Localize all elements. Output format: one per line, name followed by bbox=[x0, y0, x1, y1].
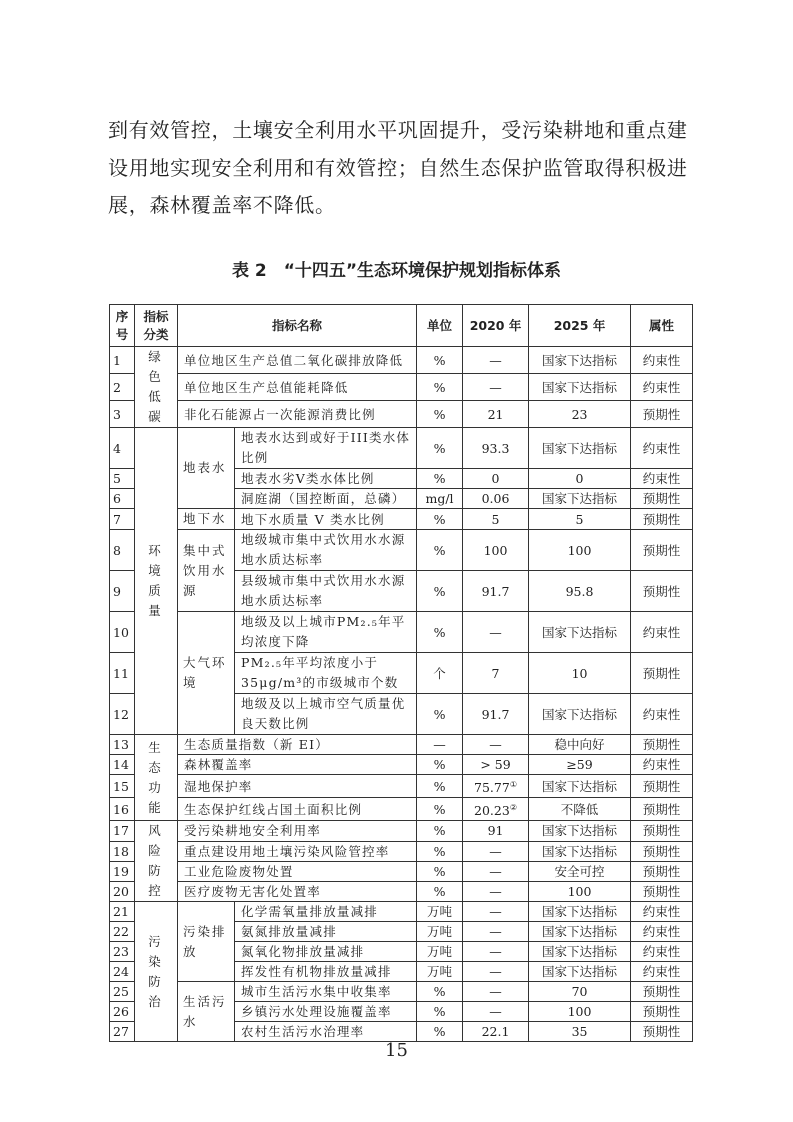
unit-cell: % bbox=[417, 571, 463, 612]
row-number: 11 bbox=[110, 653, 135, 694]
paragraph-line: 设用地实现安全利用和有效管控；自然生态保护监管取得积极进 bbox=[108, 155, 688, 180]
row-number: 17 bbox=[110, 821, 135, 841]
row-number: 5 bbox=[110, 469, 135, 489]
value-2020-text: — bbox=[489, 843, 502, 859]
attribute-cell: 约束性 bbox=[631, 962, 693, 982]
indicator-table bbox=[109, 304, 693, 1042]
unit-cell: % bbox=[417, 821, 463, 841]
value-2025: 0 bbox=[529, 469, 631, 489]
attribute-cell: 预期性 bbox=[631, 735, 693, 755]
attribute-cell: 约束性 bbox=[631, 755, 693, 775]
row-number: 8 bbox=[110, 530, 135, 571]
value-2025: 安全可控 bbox=[529, 861, 631, 881]
value-2020 bbox=[463, 653, 529, 694]
value-2020-text: — bbox=[489, 984, 502, 1000]
unit-cell: % bbox=[417, 347, 463, 374]
value-2025: 国家下达指标 bbox=[529, 962, 631, 982]
unit-cell: % bbox=[417, 509, 463, 530]
header-category: 指标分类 bbox=[135, 305, 178, 347]
indicator-name: 县级城市集中式饮用水水源地水质达标率 bbox=[235, 571, 417, 612]
value-2025: 10 bbox=[529, 653, 631, 694]
value-2025: 5 bbox=[529, 509, 631, 530]
unit-cell: 万吨 bbox=[417, 922, 463, 942]
value-2020-text: — bbox=[489, 379, 502, 395]
value-2025: 国家下达指标 bbox=[529, 428, 631, 469]
table-row bbox=[110, 530, 693, 571]
attribute-cell: 预期性 bbox=[631, 653, 693, 694]
value-2020-text: 91 bbox=[487, 823, 504, 839]
value-2025: 35 bbox=[529, 1022, 631, 1042]
footnote-marker: ② bbox=[509, 803, 517, 813]
indicator-name: 地级及以上城市PM₂.₅年平均浓度下降 bbox=[235, 612, 417, 653]
indicator-name: 生态质量指数（新 EI） bbox=[178, 735, 417, 755]
attribute-cell: 预期性 bbox=[631, 401, 693, 428]
indicator-name: 氨氮排放量减排 bbox=[235, 922, 417, 942]
indicator-name: 非化石能源占一次能源消费比例 bbox=[178, 401, 417, 428]
unit-cell: 万吨 bbox=[417, 962, 463, 982]
value-2020 bbox=[463, 755, 529, 775]
value-2020-text: 100 bbox=[483, 542, 508, 558]
page-number: 15 bbox=[385, 1040, 408, 1061]
unit-cell: % bbox=[417, 428, 463, 469]
value-2020-text: 22.1 bbox=[481, 1024, 510, 1040]
row-number: 1 bbox=[110, 347, 135, 374]
attribute-cell: 预期性 bbox=[631, 821, 693, 841]
value-2020 bbox=[463, 821, 529, 841]
value-2020 bbox=[463, 882, 529, 902]
row-number: 4 bbox=[110, 428, 135, 469]
value-2020-text: 93.3 bbox=[481, 440, 510, 456]
value-2020-text: 7 bbox=[491, 665, 500, 681]
table-row bbox=[110, 347, 693, 374]
value-2020 bbox=[463, 489, 529, 509]
table-row bbox=[110, 735, 693, 755]
table-row bbox=[110, 982, 693, 1002]
value-2020 bbox=[463, 374, 529, 401]
value-2025: 23 bbox=[529, 401, 631, 428]
unit-cell: % bbox=[417, 374, 463, 401]
row-number: 10 bbox=[110, 612, 135, 653]
subcategory-cell: 集中式饮用水源 bbox=[178, 530, 235, 612]
paragraph-line: 展，森林覆盖率不降低。 bbox=[108, 193, 336, 217]
value-2020 bbox=[463, 401, 529, 428]
indicator-name: 生态保护红线占国土面积比例 bbox=[178, 798, 417, 821]
value-2020 bbox=[463, 1002, 529, 1022]
footnote-marker: ① bbox=[509, 780, 517, 789]
indicator-name: 氮氧化物排放量减排 bbox=[235, 942, 417, 962]
indicator-name: 农村生活污水治理率 bbox=[235, 1022, 417, 1042]
unit-cell: % bbox=[417, 469, 463, 489]
indicator-name: 地表水劣V类水体比例 bbox=[235, 469, 417, 489]
unit-cell: mg/l bbox=[417, 489, 463, 509]
value-2020-text: — bbox=[489, 904, 502, 920]
table-row bbox=[110, 755, 693, 775]
value-2020-text: 20.23 bbox=[474, 803, 510, 819]
row-number: 6 bbox=[110, 489, 135, 509]
value-2020 bbox=[463, 982, 529, 1002]
row-number: 22 bbox=[110, 922, 135, 942]
attribute-cell: 约束性 bbox=[631, 612, 693, 653]
unit-cell: % bbox=[417, 882, 463, 902]
row-number: 21 bbox=[110, 902, 135, 922]
value-2025: 国家下达指标 bbox=[529, 694, 631, 735]
value-2020-text: — bbox=[489, 737, 502, 752]
value-2025: 不降低 bbox=[529, 798, 631, 821]
unit-cell: % bbox=[417, 694, 463, 735]
value-2020-text: — bbox=[489, 924, 502, 940]
table-row bbox=[110, 821, 693, 841]
row-number: 18 bbox=[110, 841, 135, 861]
value-2025: 国家下达指标 bbox=[529, 922, 631, 942]
attribute-cell: 约束性 bbox=[631, 942, 693, 962]
value-2025: 70 bbox=[529, 982, 631, 1002]
table-row bbox=[110, 902, 693, 922]
row-number: 15 bbox=[110, 775, 135, 798]
header-attribute: 属性 bbox=[631, 305, 693, 347]
table-row bbox=[110, 509, 693, 530]
header-name: 指标名称 bbox=[178, 305, 417, 347]
value-2025: 95.8 bbox=[529, 571, 631, 612]
header-2020: 2020 年 bbox=[463, 305, 529, 347]
indicator-name: 单位地区生产总值能耗降低 bbox=[178, 374, 417, 401]
category-cell: 生态功能 bbox=[135, 735, 178, 821]
value-2020-text: 75.77 bbox=[474, 780, 510, 796]
value-2020-text: > 59 bbox=[480, 757, 511, 772]
table-row bbox=[110, 882, 693, 902]
row-number: 23 bbox=[110, 942, 135, 962]
value-2025: 100 bbox=[529, 882, 631, 902]
value-2025: 国家下达指标 bbox=[529, 374, 631, 401]
table-row bbox=[110, 428, 693, 469]
attribute-cell: 约束性 bbox=[631, 902, 693, 922]
value-2025: 国家下达指标 bbox=[529, 902, 631, 922]
unit-cell: % bbox=[417, 401, 463, 428]
indicator-name: 乡镇污水处理设施覆盖率 bbox=[235, 1002, 417, 1022]
table-row bbox=[110, 841, 693, 861]
value-2020-text: 91.7 bbox=[481, 583, 510, 599]
value-2020 bbox=[463, 530, 529, 571]
value-2025: ≥59 bbox=[529, 755, 631, 775]
value-2020-text: — bbox=[489, 944, 502, 960]
row-number: 16 bbox=[110, 798, 135, 821]
value-2020 bbox=[463, 509, 529, 530]
row-number: 7 bbox=[110, 509, 135, 530]
value-2020 bbox=[463, 962, 529, 982]
value-2020-text: 91.7 bbox=[481, 706, 510, 722]
attribute-cell: 预期性 bbox=[631, 571, 693, 612]
unit-cell: — bbox=[417, 735, 463, 755]
value-2020-text: — bbox=[489, 863, 502, 879]
attribute-cell: 约束性 bbox=[631, 347, 693, 374]
attribute-cell: 预期性 bbox=[631, 1022, 693, 1042]
attribute-cell: 预期性 bbox=[631, 982, 693, 1002]
indicator-name: 挥发性有机物排放量减排 bbox=[235, 962, 417, 982]
value-2020 bbox=[463, 775, 529, 798]
row-number: 13 bbox=[110, 735, 135, 755]
subcategory-cell: 地表水 bbox=[178, 428, 235, 509]
value-2020 bbox=[463, 735, 529, 755]
row-number: 12 bbox=[110, 694, 135, 735]
value-2020 bbox=[463, 841, 529, 861]
indicator-name: 湿地保护率 bbox=[178, 775, 417, 798]
category-cell: 污染防治 bbox=[135, 902, 178, 1042]
attribute-cell: 预期性 bbox=[631, 841, 693, 861]
unit-cell: % bbox=[417, 755, 463, 775]
table-row bbox=[110, 861, 693, 881]
row-number: 26 bbox=[110, 1002, 135, 1022]
category-cell: 环境质量 bbox=[135, 428, 178, 735]
body-paragraph bbox=[108, 112, 692, 225]
row-number: 27 bbox=[110, 1022, 135, 1042]
row-number: 20 bbox=[110, 882, 135, 902]
subcategory-cell: 生活污水 bbox=[178, 982, 235, 1042]
value-2020-text: 21 bbox=[487, 406, 504, 422]
indicator-name: 地级城市集中式饮用水水源地水质达标率 bbox=[235, 530, 417, 571]
row-number: 3 bbox=[110, 401, 135, 428]
unit-cell: % bbox=[417, 775, 463, 798]
unit-cell: % bbox=[417, 1002, 463, 1022]
subcategory-cell: 污染排放 bbox=[178, 902, 235, 982]
indicator-name: 受污染耕地安全利用率 bbox=[178, 821, 417, 841]
value-2020-text: — bbox=[489, 352, 502, 368]
paragraph-line: 到有效管控，土壤安全利用水平巩固提升，受污染耕地和重点建 bbox=[108, 118, 688, 142]
indicator-name: 洞庭湖（国控断面，总磷） bbox=[235, 489, 417, 509]
attribute-cell: 约束性 bbox=[631, 694, 693, 735]
unit-cell: % bbox=[417, 530, 463, 571]
unit-cell: 个 bbox=[417, 653, 463, 694]
value-2020-text: — bbox=[489, 884, 502, 900]
unit-cell: % bbox=[417, 798, 463, 821]
unit-cell: % bbox=[417, 612, 463, 653]
table-row bbox=[110, 612, 693, 653]
row-number: 2 bbox=[110, 374, 135, 401]
attribute-cell: 预期性 bbox=[631, 775, 693, 798]
attribute-cell: 约束性 bbox=[631, 922, 693, 942]
value-2020 bbox=[463, 1022, 529, 1042]
attribute-cell: 预期性 bbox=[631, 489, 693, 509]
value-2020-text: 0.06 bbox=[481, 491, 510, 506]
value-2025: 国家下达指标 bbox=[529, 821, 631, 841]
indicator-name: 工业危险废物处置 bbox=[178, 861, 417, 881]
indicator-name: 重点建设用地土壤污染风险管控率 bbox=[178, 841, 417, 861]
indicator-name: 化学需氧量排放量减排 bbox=[235, 902, 417, 922]
subcategory-cell: 地下水 bbox=[178, 509, 235, 530]
value-2020-text: — bbox=[489, 624, 502, 640]
unit-cell: % bbox=[417, 841, 463, 861]
attribute-cell: 约束性 bbox=[631, 374, 693, 401]
table-row bbox=[110, 798, 693, 821]
value-2020 bbox=[463, 902, 529, 922]
table-header-row bbox=[110, 305, 693, 347]
category-cell: 绿色低碳 bbox=[135, 347, 178, 428]
row-number: 24 bbox=[110, 962, 135, 982]
row-number: 9 bbox=[110, 571, 135, 612]
header-unit: 单位 bbox=[417, 305, 463, 347]
value-2025: 100 bbox=[529, 530, 631, 571]
table-title: 表 2 “十四五”生态环境保护规划指标体系 bbox=[231, 261, 562, 281]
value-2025: 国家下达指标 bbox=[529, 942, 631, 962]
indicator-name: 单位地区生产总值二氧化碳排放降低 bbox=[178, 347, 417, 374]
value-2025: 国家下达指标 bbox=[529, 775, 631, 798]
row-number: 19 bbox=[110, 861, 135, 881]
indicator-name: 地级及以上城市空气质量优良天数比例 bbox=[235, 694, 417, 735]
table-row bbox=[110, 374, 693, 401]
value-2020 bbox=[463, 798, 529, 821]
value-2020 bbox=[463, 942, 529, 962]
value-2020-text: 5 bbox=[491, 511, 500, 527]
value-2020-text: 0 bbox=[491, 471, 500, 486]
unit-cell: % bbox=[417, 1022, 463, 1042]
row-number: 14 bbox=[110, 755, 135, 775]
value-2020 bbox=[463, 861, 529, 881]
attribute-cell: 预期性 bbox=[631, 1002, 693, 1022]
unit-cell: % bbox=[417, 861, 463, 881]
table-row bbox=[110, 401, 693, 428]
value-2020 bbox=[463, 694, 529, 735]
indicator-name: 城市生活污水集中收集率 bbox=[235, 982, 417, 1002]
value-2020 bbox=[463, 469, 529, 489]
indicator-name: 森林覆盖率 bbox=[178, 755, 417, 775]
value-2020-text: — bbox=[489, 964, 502, 980]
indicator-name: 地下水质量 V 类水比例 bbox=[235, 509, 417, 530]
attribute-cell: 约束性 bbox=[631, 469, 693, 489]
attribute-cell: 预期性 bbox=[631, 861, 693, 881]
table-row bbox=[110, 775, 693, 798]
value-2020 bbox=[463, 571, 529, 612]
value-2025: 国家下达指标 bbox=[529, 612, 631, 653]
value-2020 bbox=[463, 428, 529, 469]
value-2020 bbox=[463, 922, 529, 942]
attribute-cell: 预期性 bbox=[631, 798, 693, 821]
attribute-cell: 预期性 bbox=[631, 509, 693, 530]
value-2025: 100 bbox=[529, 1002, 631, 1022]
value-2020-text: — bbox=[489, 1004, 502, 1020]
value-2020 bbox=[463, 612, 529, 653]
category-cell: 风险防控 bbox=[135, 821, 178, 902]
value-2020 bbox=[463, 347, 529, 374]
indicator-name: 医疗废物无害化处置率 bbox=[178, 882, 417, 902]
unit-cell: 万吨 bbox=[417, 902, 463, 922]
header-no: 序号 bbox=[110, 305, 135, 347]
row-number: 25 bbox=[110, 982, 135, 1002]
unit-cell: 万吨 bbox=[417, 942, 463, 962]
value-2025: 稳中向好 bbox=[529, 735, 631, 755]
attribute-cell: 预期性 bbox=[631, 882, 693, 902]
value-2025: 国家下达指标 bbox=[529, 489, 631, 509]
attribute-cell: 预期性 bbox=[631, 530, 693, 571]
unit-cell: % bbox=[417, 982, 463, 1002]
header-2025: 2025 年 bbox=[529, 305, 631, 347]
indicator-name: 地表水达到或好于III类水体比例 bbox=[235, 428, 417, 469]
value-2025: 国家下达指标 bbox=[529, 347, 631, 374]
subcategory-cell: 大气环境 bbox=[178, 612, 235, 735]
value-2025: 国家下达指标 bbox=[529, 841, 631, 861]
indicator-name: PM₂.₅年平均浓度小于35μg/m³的市级城市个数 bbox=[235, 653, 417, 694]
attribute-cell: 约束性 bbox=[631, 428, 693, 469]
